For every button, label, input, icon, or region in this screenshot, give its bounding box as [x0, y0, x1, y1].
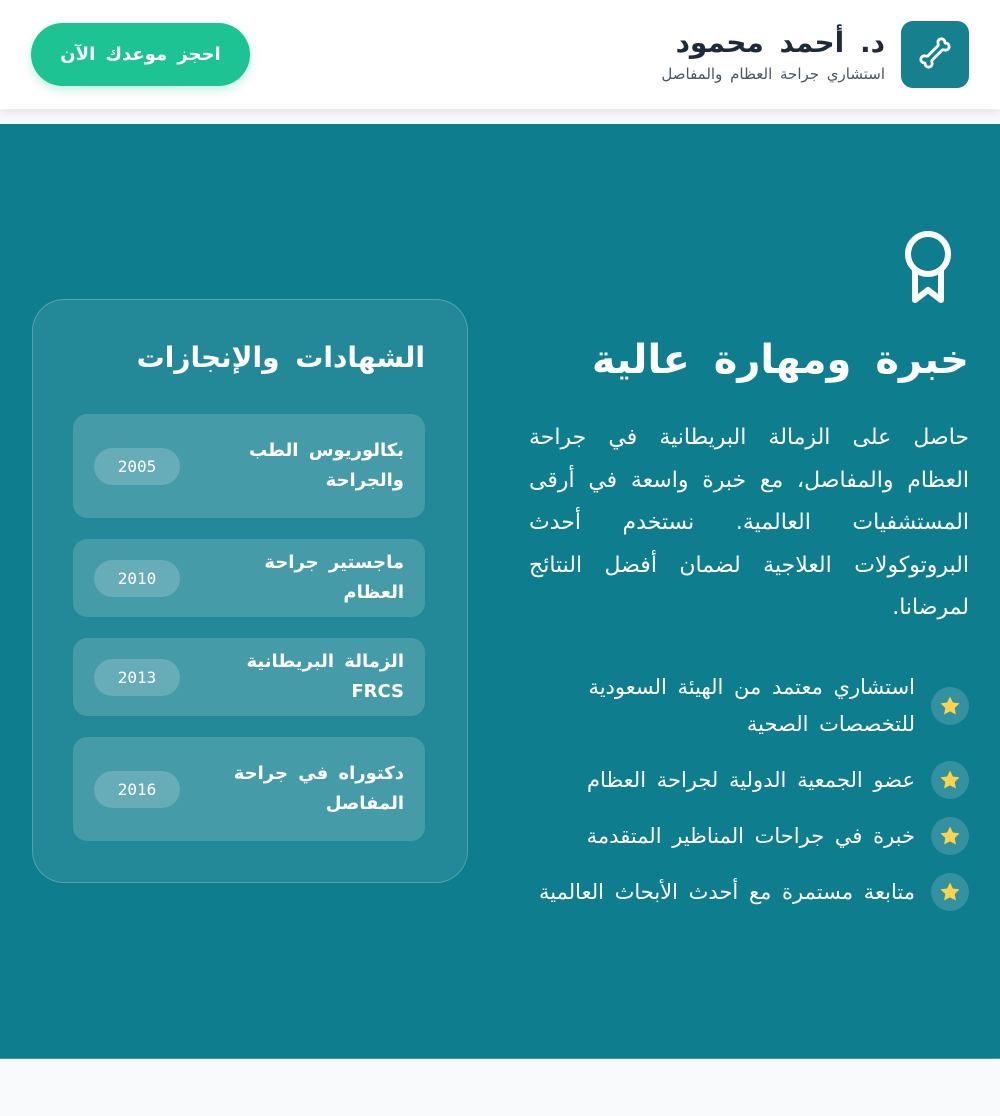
certificate-item — [73, 737, 425, 841]
star-icon — [931, 817, 969, 855]
star-icon — [931, 687, 969, 725]
next-section-edge — [0, 1058, 1000, 1116]
bone-icon — [918, 36, 952, 74]
certificate-year-badge: 2010 — [94, 560, 180, 597]
feature-text: استشاري معتمد من الهيئة السعودية للتخصصات الصحية — [588, 675, 915, 736]
certificate-item — [73, 414, 425, 518]
certificate-year-badge: 2013 — [94, 659, 180, 696]
certificate-name: ماجستير جراحة العظام — [264, 552, 404, 603]
feature-item — [529, 817, 969, 855]
feature-item — [529, 761, 969, 799]
certificate-year-badge: 2005 — [94, 448, 180, 485]
certificates-card — [32, 299, 468, 883]
brand[interactable] — [661, 21, 969, 88]
certificates-title: الشهادات والإنجازات — [136, 341, 425, 374]
doctor-name: د. أحمد محمود — [675, 25, 885, 59]
brand-text — [661, 25, 885, 85]
section-description: حاصل على الزمالة البريطانية في جراحة العظام والمفاصل، مع خبرة واسعة في أرقى المستشفيات العالمية. نستخدم أحدث البروتوكولات العلاجية لضمان أفضل النتائج لمرضانا. — [529, 425, 969, 620]
award-ribbon-icon — [902, 230, 954, 306]
logo — [901, 21, 969, 88]
doctor-title: استشاري جراحة العظام والمفاصل — [661, 64, 885, 83]
feature-item — [529, 873, 969, 911]
certificates-list — [73, 414, 425, 862]
book-appointment-button[interactable]: احجز موعدك الآن — [31, 23, 250, 86]
section-title: خبرة ومهارة عالية — [591, 337, 969, 383]
feature-text: متابعة مستمرة مع أحدث الأبحاث العالمية — [539, 879, 915, 904]
feature-item — [529, 669, 969, 743]
certificate-name: بكالوريوس الطب والجراحة — [248, 440, 404, 491]
certificate-year-badge: 2016 — [94, 771, 180, 808]
site-header — [0, 0, 1000, 109]
certificate-item — [73, 539, 425, 617]
certificate-name: دكتوراه في جراحة المفاصل — [233, 763, 404, 814]
certificate-item — [73, 638, 425, 716]
expertise-section — [0, 124, 1000, 1058]
star-icon — [931, 761, 969, 799]
feature-text: عضو الجمعية الدولية لجراحة العظام — [587, 767, 915, 792]
certificate-name: الزمالة البريطانية FRCS — [246, 651, 404, 702]
star-icon — [931, 873, 969, 911]
features-list — [529, 669, 969, 929]
feature-text: خبرة في جراحات المناظير المتقدمة — [586, 823, 915, 848]
